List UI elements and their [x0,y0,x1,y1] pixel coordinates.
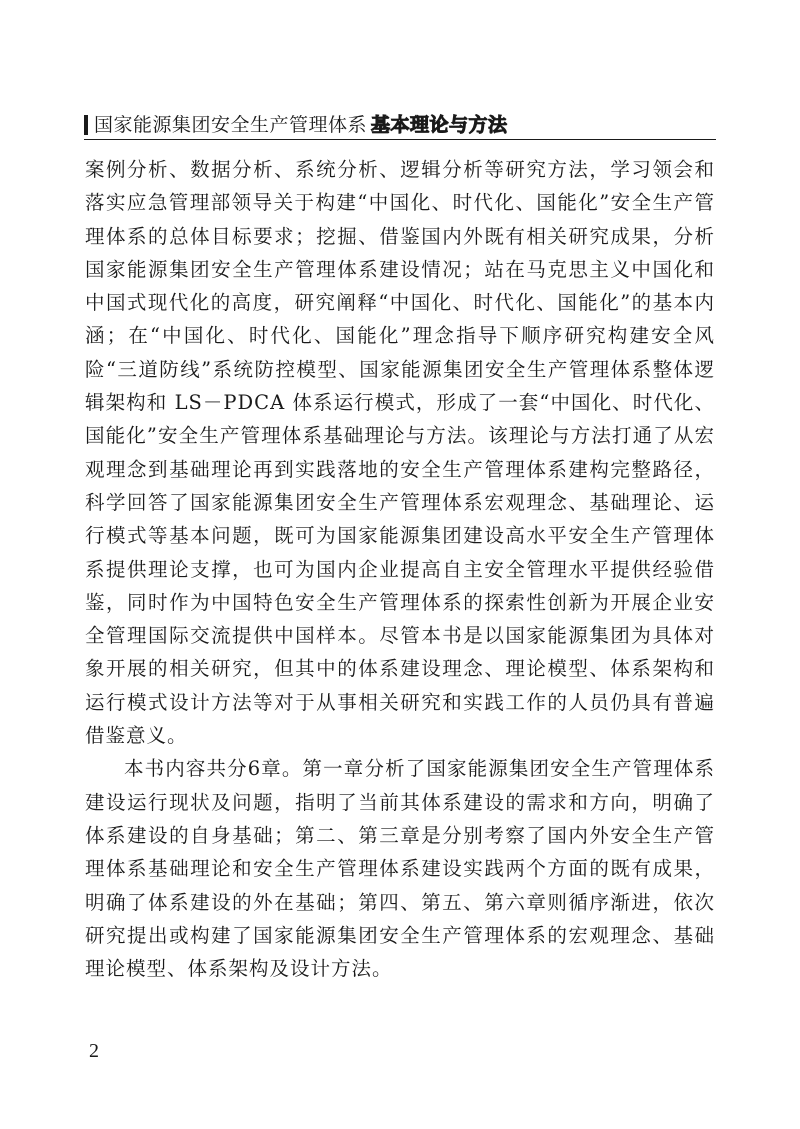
header-title: 国家能源集团安全生产管理体系 [94,114,368,136]
header-marker-bar [84,115,88,135]
page-number: 2 [89,1040,99,1062]
paragraph-chapter-overview: 本书内容共分6章。第一章分析了国家能源集团安全生产管理体系建设运行现状及问题，指明了当前其体系建设的需求和方向，明确了体系建设的自身基础；第二、第三章是分别考察了国内外安全生产管理体系基础理论和安全生产管理体系建设实践两个方面的既有成果，明确了体系建设的外在基础；第四、第五、第六章则循序渐进，依次研究提出或构建了国家能源集团安全生产管理体系的宏观理念、基础理论模型、体系架构及设计方法。 [85,757,715,981]
paragraph-continued: 案例分析、数据分析、系统分析、逻辑分析等研究方法，学习领会和落实应急管理部领导关于构建“中国化、时代化、国能化”安全生产管理体系的总体目标要求；挖掘、借鉴国内外既有相关研究成果，分析国家能源集团安全生产管理体系建设情况；站在马克思主义中国化和中国式现代化的高度，研究阐释“中国化、时代化、国能化”的基本内涵；在“中国化、时代化、国能化”理念指导下顺序研究构建安全风险“三道防线”系统防控模型、国家能源集团安全生产管理体系整体逻辑架构和 LS－PDCA 体系运行模式，形成了一套“中国化、时代化、国能化”安全生产管理体系基础理论与方法。该理论与方法打通了从宏观理念到基础理论再到实践落地的安全生产管理体系建构完整路径，科学回答了国家能源集团安全生产管理体系宏观理念、基础理论、运行模式等基本问题，既可为国家能源集团建设高水平安全生产管理体系提供理论支撑，也可为国内企业提高自主安全管理水平提供经验借鉴，同时作为中国特色安全生产管理体系的探索性创新为开展企业安全管理国际交流提供中国样本。尽管本书是以国家能源集团为具体对象开展的相关研究，但其中的体系建设理念、理论模型、体系架构和运行模式设计方法等对于从事相关研究和实践工作的人员仍具有普遍借鉴意义。 [85,158,715,748]
header-rule [84,139,716,140]
body-text [85,153,715,985]
header-subtitle: 基本理论与方法 [371,114,508,136]
running-header [84,110,716,140]
